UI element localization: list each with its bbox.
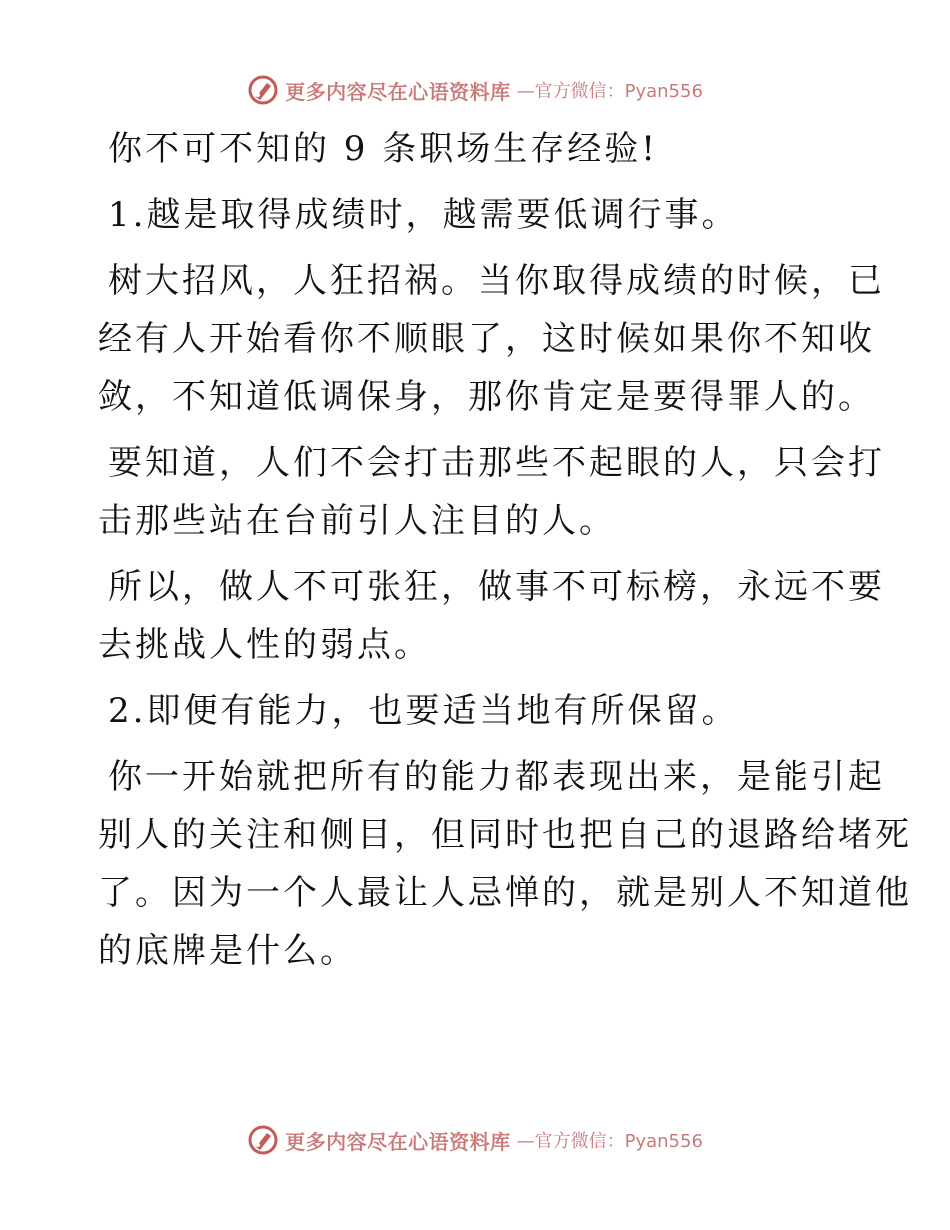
footer-banner-text-cn: 更多内容尽在心语资料库 <box>285 1129 511 1154</box>
paragraph-3-line-1: 所以，做人不可张狂，做事不可标榜，永远不要 <box>108 567 885 607</box>
section-heading-1: 1.越是取得成绩时，越需要低调行事。 <box>108 195 739 235</box>
paragraph-1-line-3: 敛，不知道低调保身，那你肯定是要得罪人的。 <box>98 377 875 417</box>
footer-banner <box>0 1120 950 1160</box>
paragraph-2-line-1: 要知道，人们不会打击那些不起眼的人，只会打 <box>108 443 885 483</box>
footer-banner-text-wechat: —官方微信：Pyan556 <box>516 1131 703 1152</box>
paragraph-2-line-2: 击那些站在台前引人注目的人。 <box>98 501 616 541</box>
paragraph-4-line-4: 的底牌是什么。 <box>98 931 357 971</box>
footer-banner-inner <box>247 1124 703 1156</box>
header-banner-inner <box>247 74 703 106</box>
paragraph-4-line-1: 你一开始就把所有的能力都表现出来，是能引起 <box>108 757 885 797</box>
paragraph-3-line-2: 去挑战人性的弱点。 <box>98 625 431 665</box>
paragraph-4-line-3: 了。因为一个人最让人忌惮的，就是别人不知道他 <box>98 873 912 913</box>
document-title: 你不可不知的 9 条职场生存经验! <box>108 129 658 169</box>
paragraph-4-line-2: 别人的关注和侧目，但同时也把自己的退路给堵死 <box>98 815 912 855</box>
banner-text-cn: 更多内容尽在心语资料库 <box>285 79 511 104</box>
pen-nib-logo-icon <box>247 74 279 106</box>
header-banner <box>0 70 950 110</box>
document-body <box>98 120 912 980</box>
section-heading-2: 2.即便有能力，也要适当地有所保留。 <box>108 691 739 731</box>
pen-nib-logo-icon <box>247 1124 279 1156</box>
banner-text-wechat: —官方微信：Pyan556 <box>516 81 703 102</box>
paragraph-1-line-2: 经有人开始看你不顺眼了，这时候如果你不知收 <box>98 319 875 359</box>
paragraph-1-line-1: 树大招风，人狂招祸。当你取得成绩的时候，已 <box>108 261 885 301</box>
